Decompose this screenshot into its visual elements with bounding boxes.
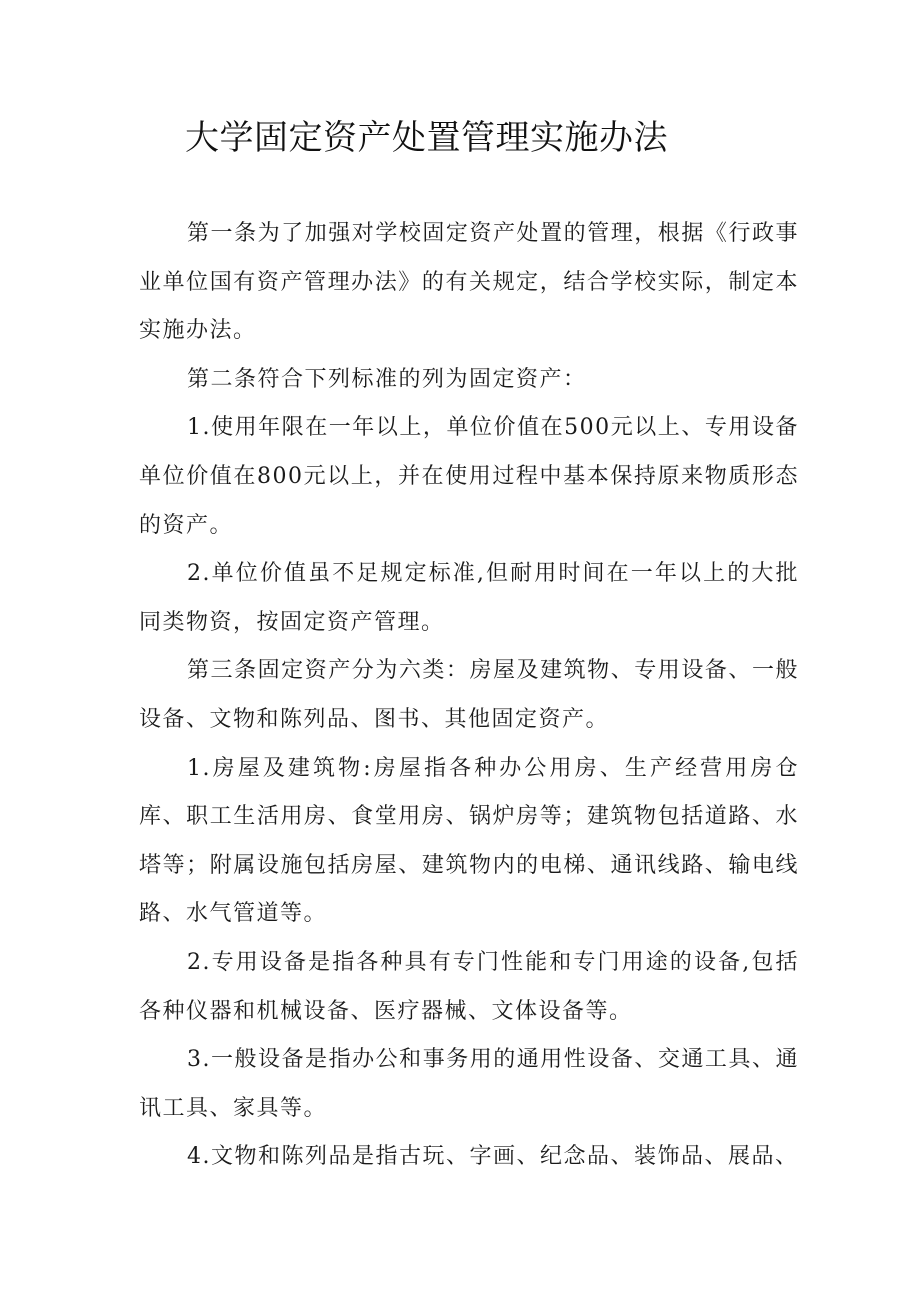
- paragraph-article-3-item-2: 2.专用设备是指各种具有专门性能和专门用途的设备,包括各种仪器和机械设备、医疗器械、文体设备等。: [139, 949, 799, 1024]
- paragraph-article-3-item-4: 4.文物和陈列品是指古玩、字画、纪念品、装饰品、展品、: [187, 1144, 799, 1170]
- paragraph-article-2-item-2: 2.单位价值虽不足规定标准,但耐用时间在一年以上的大批同类物资，按固定资产管理。: [139, 561, 799, 635]
- paragraph-article-3: 第三条固定资产分为六类：房屋及建筑物、专用设备、一般设备、文物和陈列品、图书、其他固定资产。: [139, 658, 799, 732]
- paragraph-article-1: 第一条为了加强对学校固定资产处置的管理，根据《行政事业单位国有资产管理办法》的有关规定，结合学校实际，制定本实施办法。: [139, 221, 799, 344]
- document-body: [139, 210, 799, 1182]
- paragraph-article-2: 第二条符合下列标准的列为固定资产：: [187, 366, 587, 392]
- paragraph-article-3-item-3: 3.一般设备是指办公和事务用的通用性设备、交通工具、通讯工具、家具等。: [139, 1047, 799, 1121]
- paragraph-article-2-item-1: 1.使用年限在一年以上，单位价值在500元以上、专用设备单位价值在800元以上，并在使用过程中基本保持原来物质形态的资产。: [139, 415, 799, 538]
- document-title: 大学固定资产处置管理实施办法: [185, 118, 668, 158]
- paragraph-article-3-item-1: 1.房屋及建筑物:房屋指各种办公用房、生产经营用房仓库、职工生活用房、食堂用房、锅炉房等；建筑物包括道路、水塔等；附属设施包括房屋、建筑物内的电梯、通讯线路、输电线路、水气管道等。: [139, 755, 799, 927]
